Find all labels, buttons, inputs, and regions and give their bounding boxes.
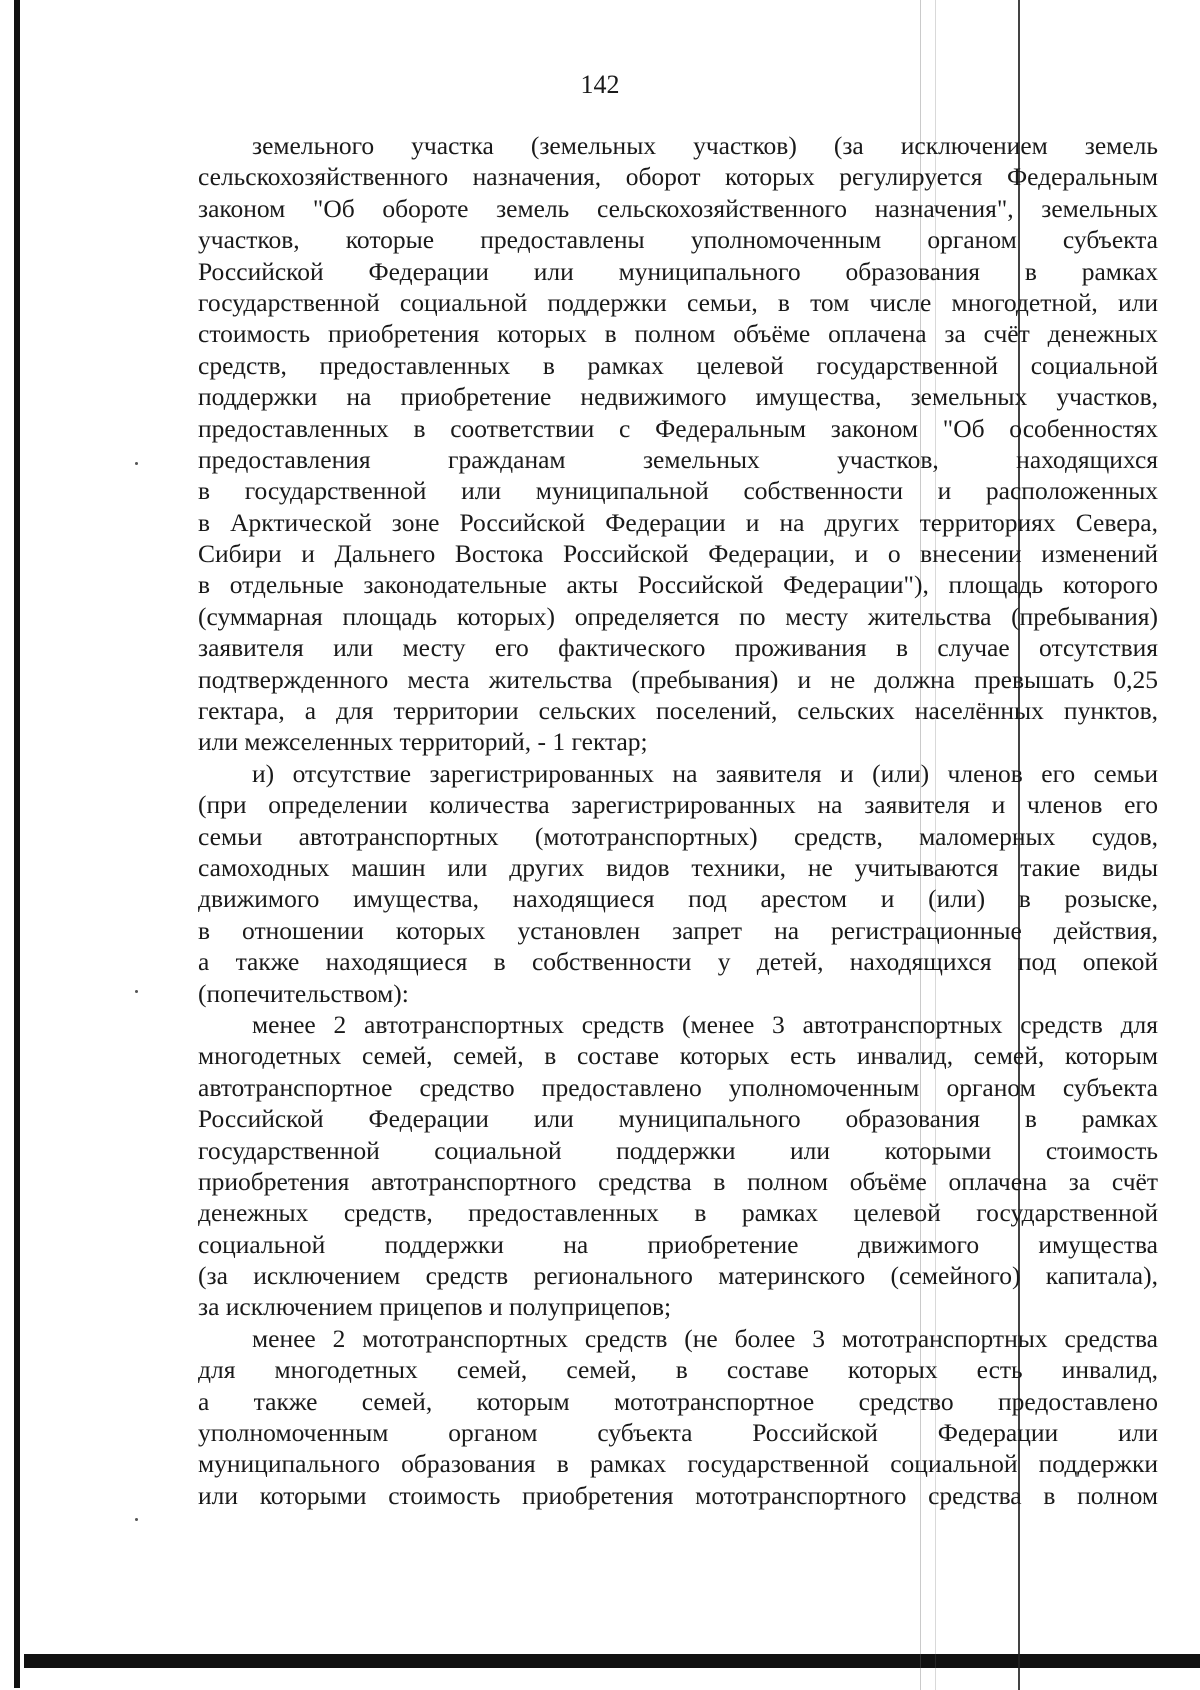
text-line: государственной социальной поддержки или которыми стоимость <box>198 1135 1158 1165</box>
text-line: в Арктической зоне Российской Федерации и на других территориях Севера, <box>198 507 1158 537</box>
text-line: многодетных семей, семей, в составе которых есть инвалид, семей, которым <box>198 1041 1158 1071</box>
scan-speck <box>135 990 138 993</box>
text-line: уполномоченным органом субъекта Российской Федерации или <box>198 1418 1158 1448</box>
text-line: автотранспортное средство предоставлено уполномоченным органом субъекта <box>198 1072 1158 1102</box>
text-line: земельного участка (земельных участков) (за исключением земель <box>252 131 1158 160</box>
text-line: и) отсутствие зарегистрированных на заявителя и (или) членов его семьи <box>252 758 1158 788</box>
scan-speck <box>135 462 138 465</box>
text-line: подтвержденного места жительства (пребывания) и не должна превышать 0,25 <box>198 664 1158 694</box>
text-line: (попечительством): <box>198 978 409 1008</box>
text-line: или межселенных территорий, - 1 гектар; <box>198 727 648 757</box>
text-line: Сибири и Дальнего Востока Российской Федерации, и о внесении изменений <box>198 539 1158 569</box>
text-line: (суммарная площадь которых) определяется по месту жительства (пребывания) <box>198 601 1158 631</box>
text-line: поддержки на приобретение недвижимого имущества, земельных участков, <box>198 382 1158 412</box>
page-number: 142 <box>580 70 620 99</box>
text-line: менее 2 мототранспортных средств (не более 3 мототранспортных средства <box>252 1323 1158 1353</box>
text-line: а также находящиеся в собственности у детей, находящихся под опекой <box>198 947 1158 977</box>
text-line: стоимость приобретения которых в полном объёме оплачена за счёт денежных <box>198 319 1158 349</box>
text-line: самоходных машин или других видов техники, не учитываются такие виды <box>198 852 1158 882</box>
text-line: (за исключением средств регионального материнского (семейного) капитала), <box>198 1261 1158 1291</box>
text-line: в государственной или муниципальной собственности и расположенных <box>198 476 1158 506</box>
text-line: предоставленных в соответствии с Федеральным законом "Об особенностях <box>198 413 1158 443</box>
text-line: законом "Об обороте земель сельскохозяйственного назначения", земельных <box>198 193 1158 223</box>
text-line: в отношении которых установлен запрет на регистрационные действия, <box>198 915 1158 945</box>
text-line: гектара, а для территории сельских поселений, сельских населённых пунктов, <box>198 696 1158 726</box>
body-text <box>198 130 1158 1511</box>
text-line: предоставления гражданам земельных участков, находящихся <box>198 444 1158 474</box>
text-line: участков, которые предоставлены уполномоченным органом субъекта <box>198 225 1158 255</box>
text-line: а также семей, которым мототранспортное средство предоставлено <box>198 1386 1158 1416</box>
text-line: социальной поддержки на приобретение движимого имущества <box>198 1229 1158 1259</box>
text-line: Российской Федерации или муниципального образования в рамках <box>198 256 1158 286</box>
text-line: приобретения автотранспортного средства в полном объёме оплачена за счёт <box>198 1166 1158 1196</box>
text-line: средств, предоставленных в рамках целевой государственной социальной <box>198 350 1158 380</box>
scan-left-edge <box>14 0 20 1688</box>
text-line: движимого имущества, находящиеся под арестом и (или) в розыске, <box>198 884 1158 914</box>
text-line: менее 2 автотранспортных средств (менее 3 автотранспортных средств для <box>252 1009 1158 1039</box>
text-line: государственной социальной поддержки семьи, в том числе многодетной, или <box>198 287 1158 317</box>
text-line: муниципального образования в рамках государственной социальной поддержки <box>198 1449 1158 1479</box>
text-line: денежных средств, предоставленных в рамках целевой государственной <box>198 1198 1158 1228</box>
text-line: (при определении количества зарегистрированных на заявителя и членов его <box>198 790 1158 820</box>
text-line: для многодетных семей, семей, в составе которых есть инвалид, <box>198 1355 1158 1385</box>
text-line: за исключением прицепов и полуприцепов; <box>198 1292 672 1322</box>
text-line: Российской Федерации или муниципального образования в рамках <box>198 1104 1158 1134</box>
text-line: или которыми стоимость приобретения мототранспортного средства в полном <box>198 1480 1158 1510</box>
text-line: заявителя или месту его фактического проживания в случае отсутствия <box>198 633 1158 663</box>
text-line: семьи автотранспортных (мототранспортных) средств, маломерных судов, <box>198 821 1158 851</box>
scan-bottom-edge <box>24 1654 1200 1668</box>
text-line: в отдельные законодательные акты Российской Федерации"), площадь которого <box>198 570 1158 600</box>
scan-speck <box>135 1518 138 1521</box>
text-line: сельскохозяйственного назначения, оборот которых регулируется Федеральным <box>198 162 1158 192</box>
